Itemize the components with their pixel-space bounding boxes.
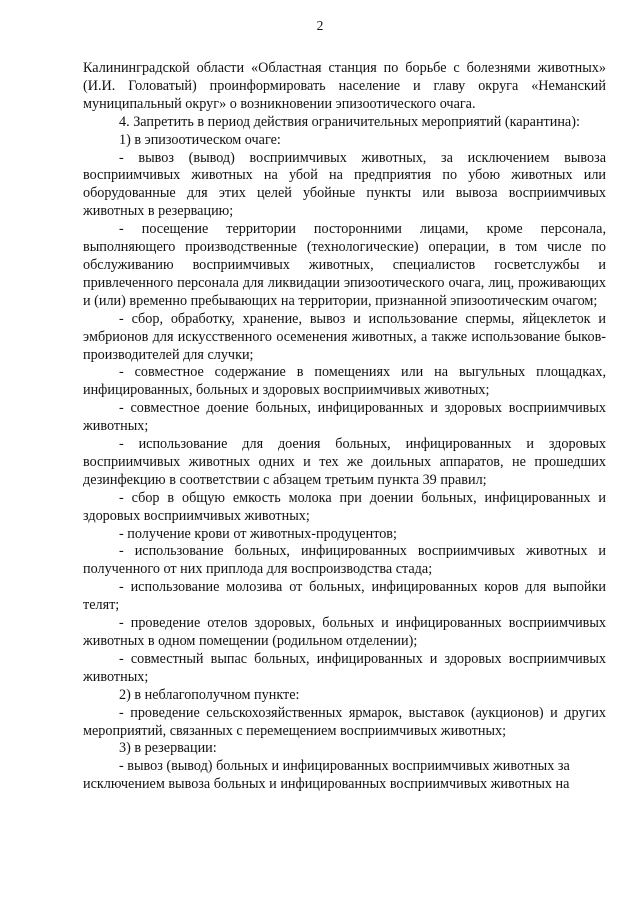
- paragraph: - использование для доения больных, инфицированных и здоровых восприимчивых животных одних и тех же доильных аппаратов, не прошедших дезинфекцию в соответствии с абзацем третьим пункта 39 правил;: [83, 436, 606, 488]
- paragraph: - посещение территории посторонними лицами, кроме персонала, выполняющего производственные (технологические) операции, в том числе по обслуживанию восприимчивых животных, специалистов госветслужбы и привлеченного персонала для ликвидации эпизоотического очага, лиц, проживающих и (или) временно пребывающих на территории, признанной эпизоотическим очагом;: [83, 221, 606, 309]
- paragraph: 2) в неблагополучном пункте:: [119, 686, 300, 703]
- paragraph: - использование больных, инфицированных восприимчивых животных и полученного от них приплода для воспроизводства стада;: [83, 543, 606, 578]
- page-number: 2: [316, 18, 324, 33]
- paragraph: - сбор, обработку, хранение, вывоз и использование спермы, яйцеклеток и эмбрионов для искусственного осеменения животных, а также использование быков-производителей для случки;: [83, 310, 606, 363]
- paragraph: 4. Запретить в период действия ограничительных мероприятий (карантина):: [119, 113, 580, 130]
- paragraph: - совместное доение больных, инфицированных и здоровых восприимчивых животных;: [83, 400, 606, 435]
- paragraph: - использование молозива от больных, инфицированных коров для выпойки телят;: [83, 579, 606, 614]
- paragraph: - сбор в общую емкость молока при доении больных, инфицированных и здоровых восприимчивых животных;: [83, 489, 606, 524]
- paragraph: - проведение отелов здоровых, больных и инфицированных восприимчивых животных в одном помещении (родильном отделении);: [83, 615, 606, 649]
- paragraph: 1) в эпизоотическом очаге:: [119, 131, 281, 148]
- paragraph: - совместное содержание в помещениях или на выгульных площадках, инфицированных, больных и здоровых восприимчивых животных;: [83, 364, 606, 399]
- paragraph: - совместный выпас больных, инфицированных и здоровых восприимчивых животных;: [83, 650, 606, 685]
- paragraph: - вывоз (вывод) восприимчивых животных, за исключением вывоза восприимчивых животных на убой на предприятия по убою животных или оборудованные для этих целей убойные пункты или вывоза восприимчивых животных в резервацию;: [83, 149, 606, 220]
- paragraph: - вывоз (вывод) больных и инфицированных восприимчивых животных за исключением вывоза больных и инфицированных восприимчивых животных на: [83, 758, 570, 793]
- document-body: [83, 60, 606, 794]
- paragraph: Калининградской области «Областная станция по борьбе с болезнями животных» (И.И. Головатый) проинформировать население и главу округа «Неманский муниципальный округ» о возникновении эпизоотического очага.: [83, 60, 606, 112]
- paragraph: 3) в резервации:: [119, 740, 217, 757]
- paragraph: - проведение сельскохозяйственных ярмарок, выставок (аукционов) и других мероприятий, связанных с перемещением восприимчивых животных;: [83, 704, 606, 739]
- paragraph: - получение крови от животных-продуцентов;: [119, 525, 397, 542]
